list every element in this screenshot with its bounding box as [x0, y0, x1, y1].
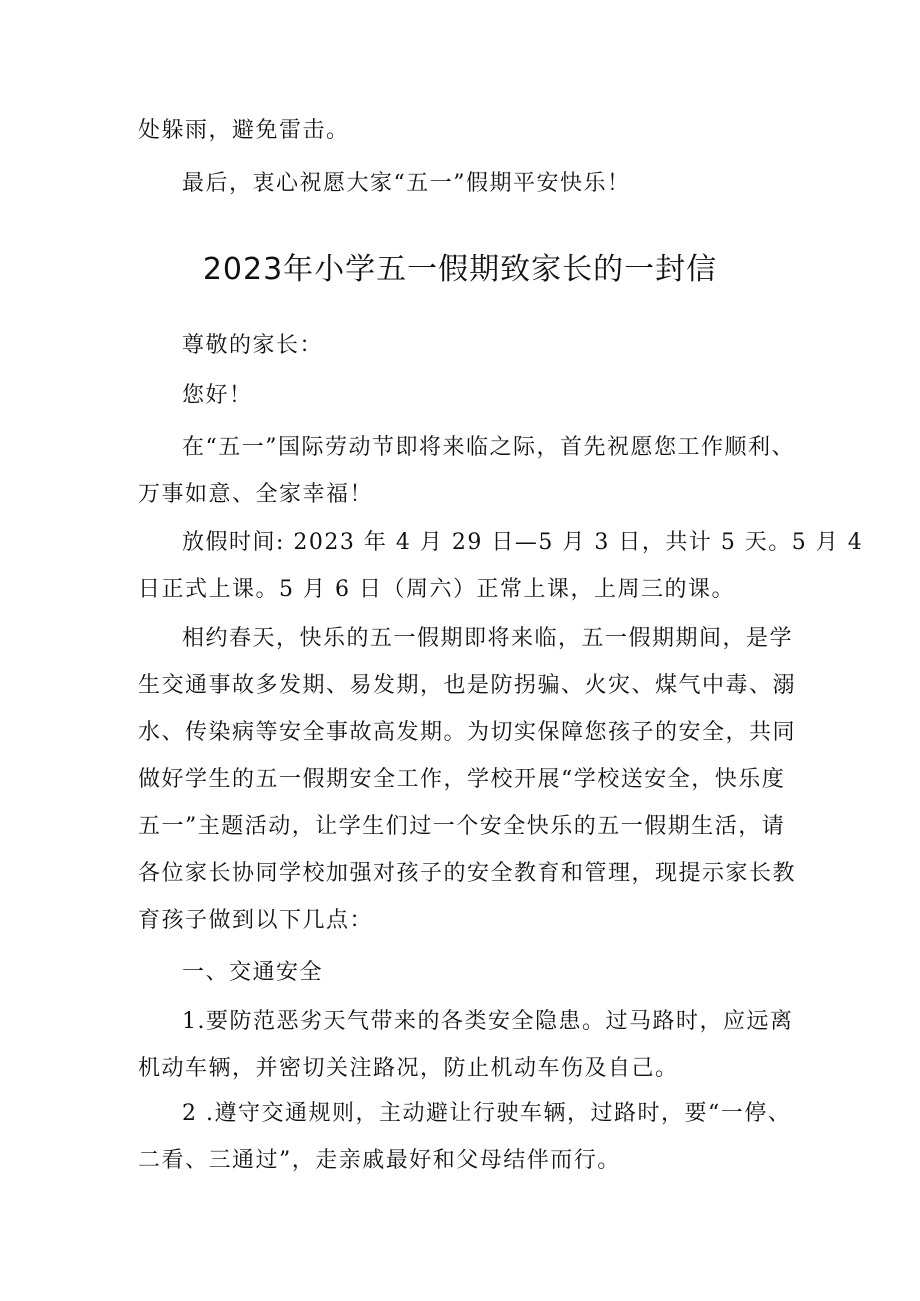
text-line: 1.要防范恶劣天气带来的各类安全隐患。过马路时，应远离 [182, 1009, 794, 1034]
greeting [138, 372, 788, 419]
text-line: 在“五一”国际劳动节即将来临之际，首先祝愿您工作顺利、 [182, 435, 795, 460]
text-line: 做好学生的五一假期安全工作，学校开展“学校送安全，快乐度 [138, 767, 786, 792]
text-line: 育孩子做到以下几点： [138, 908, 374, 933]
text-line: 2 .遵守交通规则，主动避让行驶车辆，过路时，要“一停、 [182, 1101, 792, 1126]
traffic-item-1 [138, 998, 794, 1092]
section-heading-traffic [138, 949, 788, 996]
text-line: 一、交通安全 [182, 960, 324, 985]
text-line: 最后，衷心祝愿大家“五一”假期平安快乐！ [182, 171, 631, 196]
paragraph-wishes [138, 424, 795, 518]
paragraph-safety-intro [138, 615, 797, 944]
letter-title: 2023年小学五一假期致家长的一封信 [202, 252, 718, 287]
text-line: 您好！ [182, 383, 253, 408]
text-line: 尊敬的家长： [182, 333, 324, 358]
text-line: 生交通事故多发期、易发期，也是防拐骗、火灾、煤气中毒、溺 [138, 673, 797, 698]
text-line: 相约春天，快乐的五一假期即将来临，五一假期期间，是学 [182, 626, 794, 651]
text-line: 机动车辆，并密切关注路况，防止机动车伤及自己。 [138, 1056, 679, 1081]
text-line: 万事如意、全家幸福！ [138, 482, 374, 507]
paragraph-holiday-schedule [138, 519, 864, 613]
text-line: 五一”主题活动，让学生们过一个安全快乐的五一假期生活，请 [138, 814, 786, 839]
text-line: 各位家长协同学校加强对孩子的安全教育和管理，现提示家长教 [138, 861, 797, 886]
continuation-text [138, 107, 788, 154]
text-line: 放假时间: 2023 年 4 月 29 日—5 月 3 日，共计 5 天。5 月 4 [182, 530, 864, 555]
text-line: 二看、三通过”，走亲戚最好和父母结伴而行。 [138, 1148, 621, 1173]
salutation [138, 322, 788, 369]
text-line: 处躲雨，避免雷击。 [138, 118, 350, 143]
text-line: 水、传染病等安全事故高发期。为切实保障您孩子的安全，共同 [138, 720, 797, 745]
closing-wish [138, 160, 788, 207]
text-line: 日正式上课。5 月 6 日（周六）正常上课，上周三的课。 [138, 577, 735, 602]
traffic-item-2 [138, 1090, 792, 1184]
